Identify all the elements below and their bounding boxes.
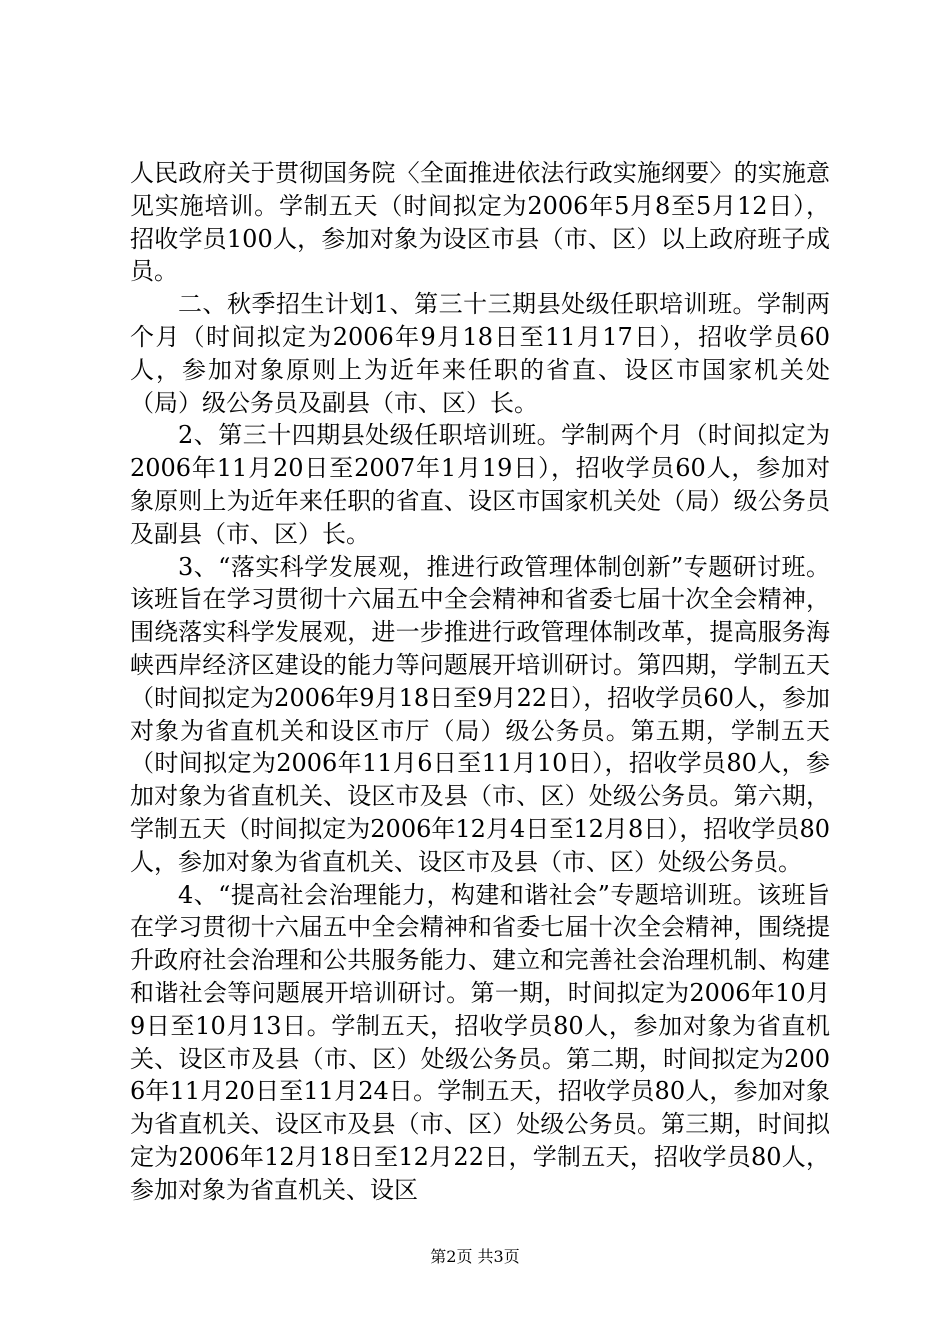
page-number-footer: 第2页 共3页 [430, 1247, 520, 1266]
paragraph-5: 4、“提高社会治理能力，构建和谐社会”专题培训班。该班旨在学习贯彻十六届五中全会精神和省委七届十次全会精神，围绕提升政府社会治理和公共服务能力、建立和完善社会治理机制、构建和谐社会等问题展开培训研讨。第一期，时间拟定为2006年10月9日至10月13日。学制五天，招收学员80人，参加对象为省直机关、设区市及县（市、区）处级公务员。第二期，时间拟定为2006年11月20日至11月24日。学制五天，招收学员80人，参加对象为省直机关、设区市及县（市、区）处级公务员。第三期，时间拟定为2006年12月18日至12月22日，学制五天，招收学员80人，参加对象为省直机关、设区 [130, 880, 830, 1204]
paragraph-4: 3、“落实科学发展观，推进行政管理体制创新”专题研讨班。该班旨在学习贯彻十六届五中全会精神和省委七届十次全会精神，围绕落实科学发展观，进一步推进行政管理体制改革，提高服务海峡西岸经济区建设的能力等问题展开培训研讨。第四期，学制五天（时间拟定为2006年9月18日至9月22日），招收学员60人，参加对象为省直机关和设区市厅（局）级公务员。第五期，学制五天（时间拟定为2006年11月6日至11月10日），招收学员80人，参加对象为省直机关、设区市及县（市、区）处级公务员。第六期，学制五天（时间拟定为2006年12月4日至12月8日），招收学员80人，参加对象为省直机关、设区市及县（市、区）处级公务员。 [130, 552, 830, 876]
paragraph-2: 二、秋季招生计划1、第三十三期县处级任职培训班。学制两个月（时间拟定为2006年9月18日至11月17日），招收学员60人，参加对象原则上为近年来任职的省直、设区市国家机关处（局）级公务员及副县（市、区）长。 [130, 290, 830, 417]
document-body [130, 157, 830, 1207]
paragraph-1: 人民政府关于贯彻国务院〈全面推进依法行政实施纲要〉的实施意见实施培训。学制五天（时间拟定为2006年5月8至5月12日），招收学员100人，参加对象为设区市县（市、区）以上政府班子成员。 [130, 159, 830, 286]
paragraph-3: 2、第三十四期县处级任职培训班。学制两个月（时间拟定为2006年11月20日至2007年1月19日），招收学员60人，参加对象原则上为近年来任职的省直、设区市国家机关处（局）级公务员及副县（市、区）长。 [130, 421, 830, 548]
